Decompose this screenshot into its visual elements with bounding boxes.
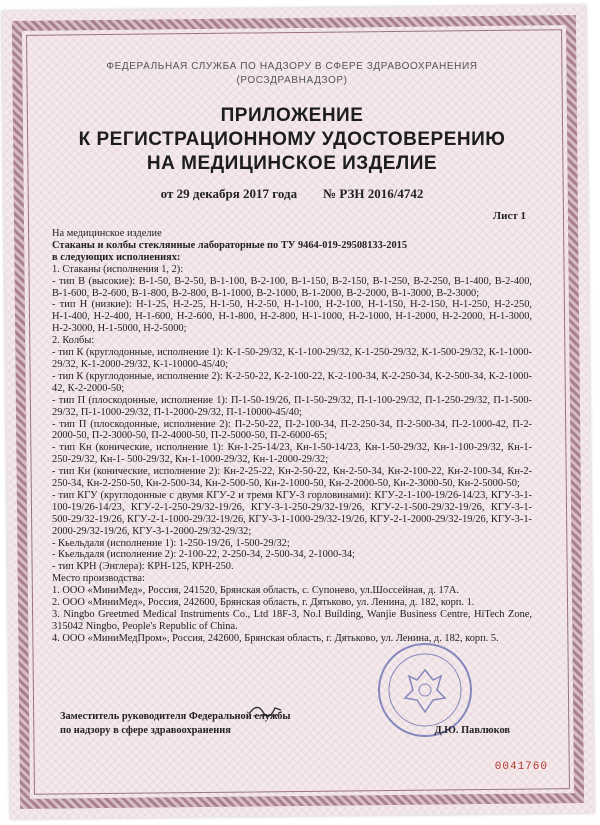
body-line: - тип КГУ (круглодонные с двумя КГУ-2 и тремя КГУ-3 горловинами): КГУ-2-1-100-19/26-14/23, КГУ-3-1-100-19/26-14/23, КГУ-2-1-250-29/32-19/26, КГУ-3-1-250-29/32-19/26, КГУ-2-1-500-29/32-19/26, КГУ-3-1-500-29/32-19/26, КГУ-2-1-1000-29/32-19/26, КГУ-3-1-1000-29/32-19/26, КГУ-2-1-2000-29/32-19/26, КГУ-3-1-2000-29/32-19/26, КГУ-3-1-2000-29/32-29/32; (52, 489, 532, 537)
body-line: - тип П (плоскодонные, исполнение 2): П-2-50-22, П-2-100-34, П-2-250-34, П-2-500-34, П-2-1000-42, П-2-2000-50, П-2-3000-50, П-2-4000-50, П-2-5000-50, П-2-6000-65; (52, 418, 532, 442)
body-line: Место производства: (52, 573, 145, 585)
body-line: 4. ООО «МиниМедПром», Россия, 242600, Брянская область, г. Дятьково, ул. Ленина, д. 182, корп. 5. (52, 632, 499, 644)
signatory-title-1: Заместитель руководителя Федеральной службы (60, 711, 291, 722)
signature-block (60, 710, 530, 738)
registration-number: № РЗН 2016/4742 (323, 186, 424, 201)
issue-date: от 29 декабря 2017 года (160, 186, 298, 201)
title-line-3: НА МЕДИЦИНСКОЕ ИЗДЕЛИЕ (146, 153, 438, 174)
body-line: 3. Ningbo Greetmed Medical Instruments Co., Ltd 18F-3, No.l Building, Wanjie Business Centre, HiTech Zone, 315042 Ningbo, People's Republic of China. (52, 609, 532, 632)
sheet-number: Лист 1 (492, 210, 526, 222)
body-line: - тип В (высокие): В-1-50, В-2-50, В-1-100, В-2-100, В-1-150, В-2-150, В-1-250, В-2-250, В-1-400, В-2-400, В-1-600, В-2-600, В-1-800, В-2-800, В-1-1000, В-2-1000, В-1-2000, В-2-2000, В-1-3000, В-2-3000; (52, 275, 532, 299)
serial-number: 0041760 (494, 761, 548, 773)
body-line: На медицинское изделие (52, 228, 162, 239)
document-body (52, 228, 532, 645)
body-line: - Кьельдаля (исполнение 1): 1-250-19/26, 1-500-29/32; (52, 537, 290, 549)
body-line: 1. Стаканы (исполнения 1, 2): (52, 263, 184, 275)
signatory-name: Д.Ю. Павлюков (434, 725, 510, 736)
agency-name: ФЕДЕРАЛЬНАЯ СЛУЖБА ПО НАДЗОРУ В СФЕРЕ ЗДРАВООХРАНЕНИЯ (106, 61, 478, 72)
body-line: 2. Колбы: (52, 335, 95, 347)
body-line: - тип КРН (Энглера): КРН-125, КРН-250. (52, 561, 234, 573)
body-line: - тип К (круглодонные, исполнение 1): К-1-50-29/32, К-1-100-29/32, К-1-250-29/32, К-1-500-29/32, К-1-1000-29/32, К-1-2000-29/32, К-1-10000-45/40; (52, 347, 532, 370)
body-line: в следующих исполнениях: (52, 251, 181, 263)
body-line: - тип Кн (конические, исполнение 2): Кн-2-25-22, Кн-2-50-22, Кн-2-50-34, Кн-2-100-22, Кн-2-100-34, Кн-2-250-34, Кн-2-250-50, Кн-2-500-34, Кн-2-500-50, Кн-2-1000-50, Кн-2-2000-50, Кн-2-3000-50, Кн-2-5000-50; (52, 466, 532, 490)
body-line: Стаканы и колбы стеклянные лабораторные по ТУ 9464-019-29508133-2015 (52, 239, 408, 251)
signatory-title-2: по надзору в сфере здравоохранения (60, 725, 231, 736)
document-title (52, 104, 532, 176)
body-line: 2. ООО «МиниМед», Россия, 242600, Брянская область, г. Дятьково, ул. Ленина, д. 182, корп. 1. (52, 597, 475, 609)
body-line: - тип П (плоскодонные, исполнение 1): П-1-50-19/26, П-1-50-29/32, П-1-100-29/32, П-1-250-29/32, П-1-500-29/32, П-1-1000-29/32, П-1-2000-29/32, П-1-10000-45/40; (52, 394, 532, 418)
body-line: - Кьельдаля (исполнение 2): 2-100-22, 2-250-34, 2-500-34, 2-1000-34; (52, 549, 355, 561)
body-line: - тип К (круглодонные, исполнение 2): К-2-50-22, К-2-100-22, К-2-100-34, К-2-250-34, К-2-500-34, К-2-1000-42, К-2-2000-50; (52, 370, 532, 394)
body-line: - тип Н (низкие): Н-1-25, Н-2-25, Н-1-50, Н-2-50, Н-1-100, Н-2-100, Н-1-150, Н-2-150, Н-1-250, Н-2-250, Н-1-400, Н-2-400, Н-1-600, Н-2-600, Н-1-800, Н-2-800, Н-1-1000, Н-2-1000, Н-1-2000, Н-2-2000, Н-1-3000, Н-2-3000, Н-1-5000, Н-2-5000; (52, 299, 532, 335)
title-line-2: К РЕГИСТРАЦИОННОМУ УДОСТОВЕРЕНИЮ (78, 129, 506, 150)
agency-header (52, 60, 532, 88)
body-line: 1. ООО «МиниМед», Россия, 241520, Брянская область, с. Супонево, ул.Шоссейная, д. 17А. (52, 585, 459, 597)
title-line-1: ПРИЛОЖЕНИЕ (220, 105, 364, 126)
agency-abbreviation: (РОСЗДРАВНАДЗОР) (236, 75, 348, 86)
document-content (52, 60, 532, 645)
body-line: - тип Кн (конические, исполнение 1): Кн-1-25-14/23, Кн-1-50-14/23, Кн-1-50-29/32, Кн-1-100-29/32, Кн-1-250-29/32, Кн-1- 500-29/32, Кн-1-1000-29/32, Кн-1-2000-29/32; (52, 442, 532, 466)
date-number-line (52, 186, 532, 202)
